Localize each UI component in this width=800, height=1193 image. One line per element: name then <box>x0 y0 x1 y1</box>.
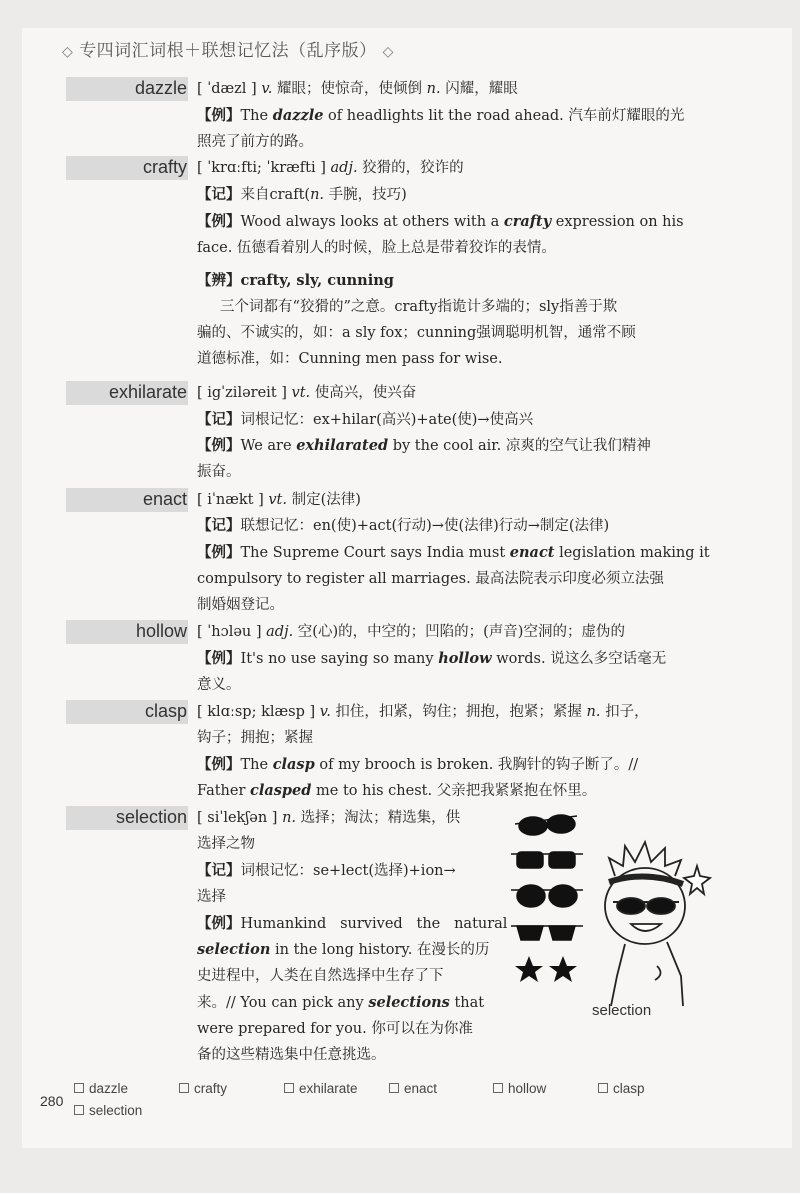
selection-illustration <box>505 806 715 1026</box>
entry-line: 三个词都有“狡猾的”之意。crafty指诡计多端的；sly指善于欺 <box>197 299 618 315</box>
entry-line: 选择之物 <box>197 836 255 852</box>
entry-line: [ siˈlekʃən ] n. 选择；淘汰；精选集，供 <box>197 810 461 826</box>
entry-line: 【例】We are exhilarated by the cool air. 凉爽的空气让我们精神 <box>197 437 651 454</box>
diamond-icon: ◇ <box>62 44 74 60</box>
headword: dazzle <box>134 78 187 98</box>
checkbox-icon[interactable] <box>284 1083 294 1093</box>
headword: crafty <box>142 157 187 177</box>
sunglasses-icon <box>511 885 583 907</box>
headword: clasp <box>144 701 187 721</box>
checklist-item[interactable]: enact <box>389 1081 437 1096</box>
entry-line: 【记】来自craft(n. 手腕，技巧) <box>197 186 407 203</box>
headword: selection <box>115 807 187 827</box>
entry-line: 骗的、不诚实的，如：a sly fox；cunning强调聪明机智，通常不顾 <box>197 325 636 341</box>
checkbox-icon[interactable] <box>389 1083 399 1093</box>
sunglasses-icon <box>515 815 577 835</box>
word-checklist <box>74 1081 714 1125</box>
entry-line: 【例】The Supreme Court says India must enact legislation making it <box>197 544 710 561</box>
entry-line: 制婚姻登记。 <box>197 597 284 613</box>
entry-line: 来。// You can pick any selections that <box>197 994 485 1011</box>
entry-line: 【例】The dazzle of headlights lit the road ahead. 汽车前灯耀眼的光 <box>197 107 685 124</box>
checklist-item[interactable]: selection <box>74 1103 142 1118</box>
entry-line: [ ˈdæzl ] v. 耀眼；使惊奇，使倾倒 n. 闪耀，耀眼 <box>197 81 518 97</box>
checkbox-icon[interactable] <box>598 1083 608 1093</box>
entry-line: [ ˈkrɑːfti; ˈkræfti ] adj. 狡猾的，狡诈的 <box>197 160 464 176</box>
headword: enact <box>142 489 187 509</box>
checklist-item[interactable]: hollow <box>493 1081 546 1096</box>
entry-line: [ klɑːsp; klæsp ] v. 扣住，扣紧，钩住；拥抱，抱紧；紧握 n. 扣子， <box>197 704 649 720</box>
entry-line: 【辨】crafty, sly, cunning <box>197 272 394 289</box>
person-illustration <box>605 842 710 1006</box>
checkbox-icon[interactable] <box>74 1105 84 1115</box>
entry-line: 意义。 <box>197 677 241 693</box>
entry-line: [ iˈnækt ] vt. 制定(法律) <box>197 492 361 508</box>
illustration-caption: selection <box>592 1002 652 1019</box>
checkbox-icon[interactable] <box>493 1083 503 1093</box>
checkbox-icon[interactable] <box>74 1083 84 1093</box>
entry-line: [ ˈhɔləu ] adj. 空(心)的，中空的；凹陷的；(声音)空洞的；虚伪的 <box>197 624 625 640</box>
checklist-item[interactable]: clasp <box>598 1081 645 1096</box>
headword: hollow <box>135 621 187 641</box>
running-head <box>62 36 394 61</box>
checklist-item[interactable]: dazzle <box>74 1081 128 1096</box>
entry-line: 【例】The clasp of my brooch is broken. 我胸针的钩子断了。// <box>197 756 639 773</box>
entry-line: 备的这些精选集中任意挑选。 <box>197 1047 386 1063</box>
entry-line: 史进程中，人类在自然选择中生存了下 <box>197 968 444 984</box>
running-head-title: 专四词汇词根＋联想记忆法（乱序版） <box>79 41 377 61</box>
sunglasses-icon <box>511 926 583 940</box>
entry-line: 【记】词根记忆：ex+hilar(高兴)+ate(使)→使高兴 <box>197 411 534 428</box>
entry-line: were prepared for you. 你可以在为你准 <box>197 1021 473 1037</box>
entry-line: Father clasped me to his chest. 父亲把我紧紧抱在怀里。 <box>197 782 597 799</box>
sunglasses-icon <box>511 852 583 868</box>
headword: exhilarate <box>108 382 187 402</box>
entry-line: 道德标准，如：Cunning men pass for wise. <box>197 351 503 367</box>
entry-line: 钩子；拥抱；紧握 <box>197 730 313 746</box>
page-number: 280 <box>40 1093 64 1109</box>
entry-line: face. 伍德看着别人的时候，脸上总是带着狡诈的表情。 <box>197 240 556 256</box>
entry-line: selection in the long history. 在漫长的历 <box>197 941 490 958</box>
checklist-item[interactable]: crafty <box>179 1081 227 1096</box>
entry-line: 【记】词根记忆：se+lect(选择)+ion→ <box>197 862 456 879</box>
diamond-icon: ◇ <box>382 44 394 60</box>
entry-line: 选择 <box>197 889 226 905</box>
entry-line: 【记】联想记忆：en(使)+act(行动)→使(法律)行动→制定(法律) <box>197 517 610 534</box>
entry-line: [ igˈziləreit ] vt. 使高兴，使兴奋 <box>197 385 417 401</box>
entry-line: 振奋。 <box>197 464 241 480</box>
star-sunglasses-icon <box>515 956 577 982</box>
entry-line: 照亮了前方的路。 <box>197 134 313 150</box>
entry-line: 【例】Humankind survived the natural <box>197 915 508 932</box>
entry-line: 【例】It's no use saying so many hollow words. 说这么多空话毫无 <box>197 650 667 667</box>
checkbox-icon[interactable] <box>179 1083 189 1093</box>
checklist-item[interactable]: exhilarate <box>284 1081 358 1096</box>
entry-line: 【例】Wood always looks at others with a crafty expression on his <box>197 213 684 230</box>
entry-line: compulsory to register all marriages. 最高法院表示印度必须立法强 <box>197 571 664 587</box>
